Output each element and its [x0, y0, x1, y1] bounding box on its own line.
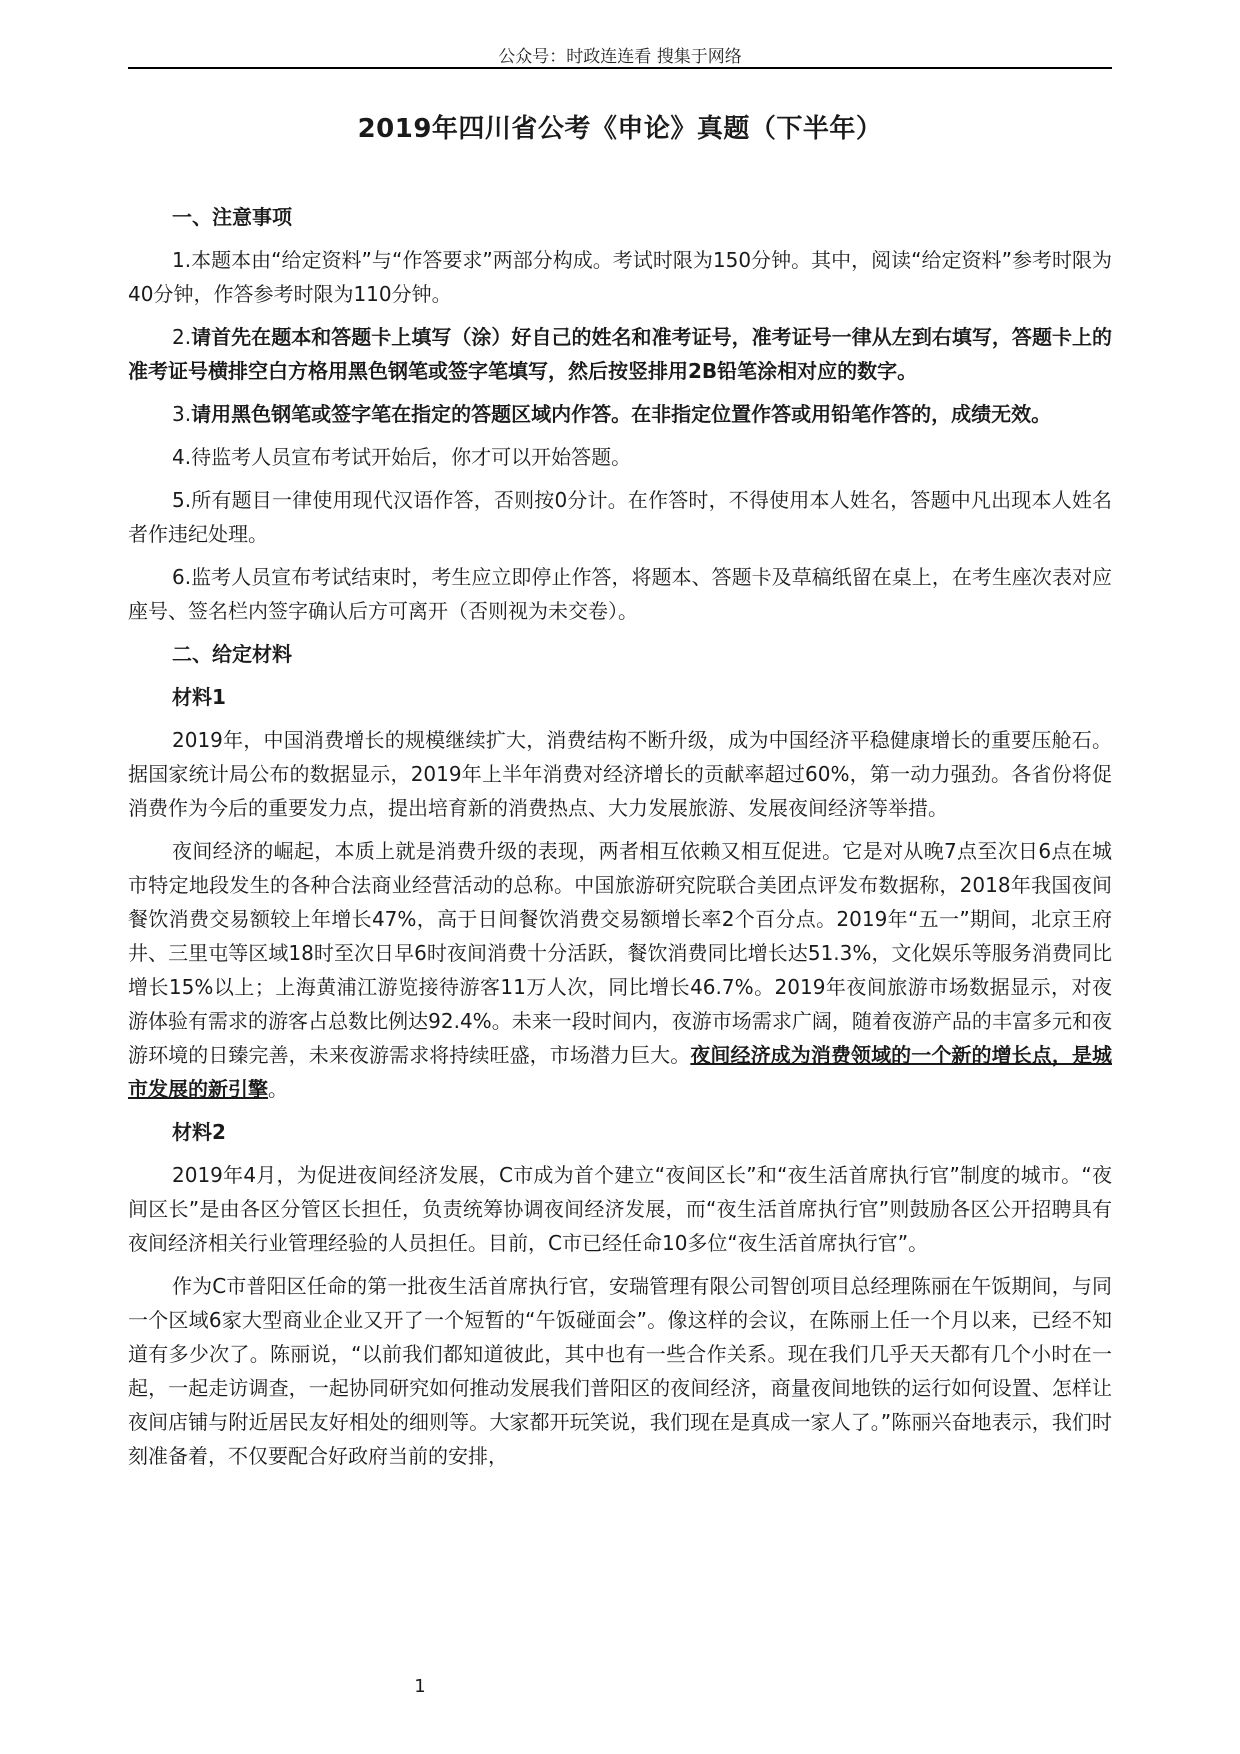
notice-item-2-number: 2.	[172, 325, 192, 349]
material-1-paragraph-2-end: 。	[268, 1077, 288, 1101]
material-2-paragraph-2: 作为C市普阳区任命的第一批夜生活首席执行官，安瑞管理有限公司智创项目总经理陈丽在午饭期间，与同一个区域6家大型商业企业又开了一个短暂的“午饭碰面会”。像这样的会议，在陈丽上任一个月以来，已经不知道有多少次了。陈丽说，“以前我们都知道彼此，其中也有一些合作关系。现在我们几乎天天都有几个小时在一起，一起走访调查，一起协同研究如何推动发展我们普阳区的夜间经济，商量夜间地铁的运行如何设置、怎样让夜间店铺与附近居民友好相处的细则等。大家都开玩笑说，我们现在是真成一家人了。”陈丽兴奋地表示，我们时刻准备着，不仅要配合好政府当前的安排，	[128, 1274, 1112, 1468]
material-1-paragraph-2	[128, 834, 1112, 1106]
notice-item-2-bold: 请首先在题本和答题卡上填写（涂）好自己的姓名和准考证号，准考证号一律从左到右填写，答题卡上的准考证号横排空白方格用黑色钢笔或签字笔填写，然后按竖排用2B铅笔涂相对应的数字。	[128, 325, 1112, 383]
material-2-paragraph-1: 2019年4月，为促进夜间经济发展，C市成为首个建立“夜间区长”和“夜生活首席执行官”制度的城市。“夜间区长”是由各区分管区长担任，负责统筹协调夜间经济发展，而“夜生活首席执行官”则鼓励各区公开招聘具有夜间经济相关行业管理经验的人员担任。目前，C市已经任命10多位“夜生活首席执行官”。	[128, 1163, 1112, 1255]
notice-item-2	[128, 320, 1112, 388]
page-header: 公众号：时政连连看 搜集于网络	[498, 47, 742, 67]
notice-item-4: 4.待监考人员宣布考试开始后，你才可以开始答题。	[172, 445, 632, 469]
notice-heading: 一、注意事项	[172, 205, 292, 229]
material-1-paragraph-1: 2019年，中国消费增长的规模继续扩大，消费结构不断升级，成为中国经济平稳健康增长的重要压舱石。据国家统计局公布的数据显示，2019年上半年消费对经济增长的贡献率超过60%，第一动力强劲。各省份将促消费作为今后的重要发力点，提出培育新的消费热点、大力发展旅游、发展夜间经济等举措。	[128, 728, 1112, 820]
notice-item-1: 1.本题本由“给定资料”与“作答要求”两部分构成。考试时限为150分钟。其中，阅读“给定资料”参考时限为40分钟，作答参考时限为110分钟。	[128, 248, 1112, 306]
material-heading: 二、给定材料	[172, 642, 292, 666]
material-2-heading: 材料2	[172, 1120, 226, 1144]
notice-item-5: 5.所有题目一律使用现代汉语作答，否则按0分计。在作答时，不得使用本人姓名，答题中凡出现本人姓名者作违纪处理。	[128, 488, 1112, 546]
notice-item-6: 6.监考人员宣布考试结束时，考生应立即停止作答，将题本、答题卡及草稿纸留在桌上，在考生座次表对应座号、签名栏内签字确认后方可离开（否则视为未交卷）。	[128, 565, 1112, 623]
notice-item-3	[128, 397, 1112, 431]
header-divider	[128, 67, 1112, 69]
material-1-paragraph-2-text: 夜间经济的崛起，本质上就是消费升级的表现，两者相互依赖又相互促进。它是对从晚7点至次日6点在城市特定地段发生的各种合法商业经营活动的总称。中国旅游研究院联合美团点评发布数据称，2018年我国夜间餐饮消费交易额较上年增长47%，高于日间餐饮消费交易额增长率2个百分点。2019年“五一”期间，北京王府井、三里屯等区域18时至次日早6时夜间消费十分活跃，餐饮消费同比增长达51.3%，文化娱乐等服务消费同比增长15%以上；上海黄浦江游览接待游客11万人次，同比增长46.7%。2019年夜间旅游市场数据显示，对夜游体验有需求的游客占总数比例达92.4%。未来一段时间内，夜游市场需求广阔，随着夜游产品的丰富多元和夜游环境的日臻完善，未来夜游需求将持续旺盛，市场潜力巨大。	[128, 839, 1112, 1067]
document-title: 2019年四川省公考《申论》真题（下半年）	[357, 114, 883, 144]
material-1-underlined-conclusion: 夜间经济成为消费领域的一个新的增长点，是城市发展的新引擎	[128, 1043, 1113, 1101]
notice-item-3-number: 3.	[172, 402, 192, 426]
material-1-heading: 材料1	[172, 685, 226, 709]
page-number: 1	[414, 1676, 426, 1697]
document-body	[128, 200, 1112, 1482]
notice-item-3-bold: 请用黑色钢笔或签字笔在指定的答题区域内作答。在非指定位置作答或用铅笔作答的，成绩无效。	[191, 402, 1052, 426]
